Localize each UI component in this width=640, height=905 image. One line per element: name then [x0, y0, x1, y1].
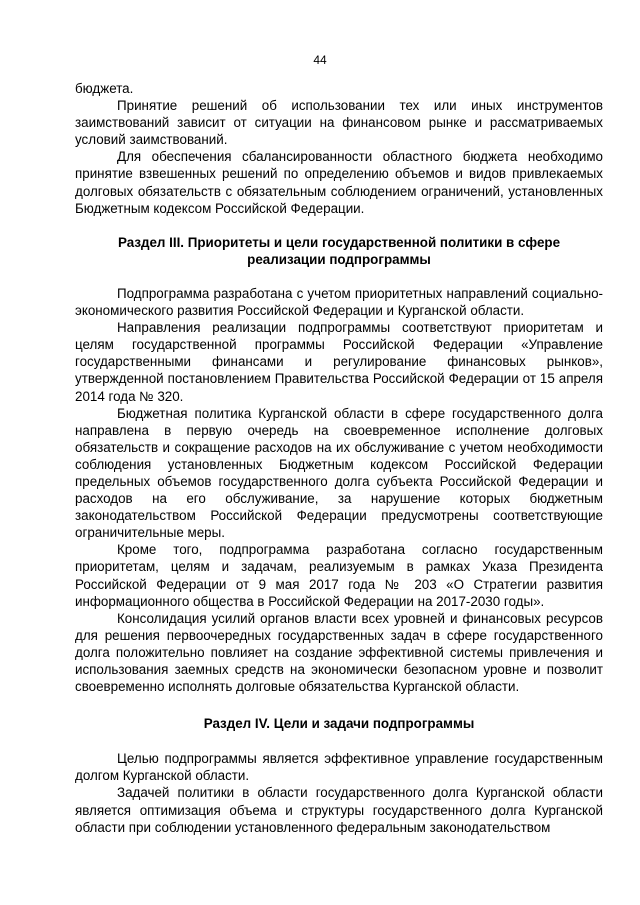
section-4-heading: Раздел IV. Цели и задачи подпрограммы [203, 716, 475, 732]
section-3-paragraph-4: Кроме того, подпрограмма разработана согласно государственным приоритетам, целям и задачам, реализуемым в рамках Указа Президента Российской Федерации от 9 мая 2017 года № 203 «О Стратегии развития информационного общества в Российской Федерации на 2017-2030 годы». [75, 542, 603, 609]
section-3-heading: Раздел III. Приоритеты и цели государственной политики в сфере реализации подпрограммы [117, 234, 561, 267]
paragraph-borrowing-decisions: Принятие решений об использовании тех или иных инструментов заимствований зависит от ситуации на финансовом рынке и рассматриваемых условий заимствований. [75, 98, 603, 148]
paragraph-continuation: бюджета. [75, 81, 134, 96]
section-3-paragraph-5: Консолидация усилий органов власти всех уровней и финансовых ресурсов для решения первоочередных государственных задач в сфере государственного долга положительно повлияет на создание эффективной системы привлечения и использования заемных средств на экономически безопасном уровне и позволит своевременно исполнять долговые обязательства Курганской области. [75, 610, 603, 695]
section-3-paragraph-2: Направления реализации подпрограммы соответствуют приоритетам и целям государственной программы Российской Федерации «Управление государственными финансами и регулирование финансовых рынков», утвержденной постановлением Правительства Российской Федерации от 15 апреля 2014 года № 320. [75, 320, 603, 404]
section-3-paragraph-1: Подпрограмма разработана с учетом приоритетных направлений социально-экономического развития Российской Федерации и Курганской области. [75, 285, 603, 319]
paragraph-budget-balance: Для обеспечения сбалансированности областного бюджета необходимо принятие взвешенных решений по определению объемов и видов привлекаемых долговых обязательств с обязательным соблюдением ограничений, установленных Бюджетным кодексом Российской Федерации. [75, 149, 603, 216]
section-4-paragraph-2: Задачей политики в области государственного долга Курганской области является оптимизация объема и структуры государственного долга Курганской области при соблюдении установленного федеральным законодательством [75, 785, 603, 835]
page-number: 44 [313, 53, 327, 67]
document-body [75, 80, 603, 836]
section-4-paragraph-1: Целью подпрограммы является эффективное управление государственным долгом Курганской области. [75, 751, 603, 784]
section-3-paragraph-3: Бюджетная политика Курганской области в сфере государственного долга направлена в первую очередь на своевременное исполнение долговых обязательств и сокращение расходов на их обслуживание с учетом необходимости соблюдения установленных Бюджетным кодексом Российской Федерации предельных объемов государственного долга субъекта Российской Федерации и расходов на его обслуживание, за нарушение которых бюджетным законодательством Российской Федерации предусмотрены соответствующие ограничительные меры. [75, 405, 603, 541]
